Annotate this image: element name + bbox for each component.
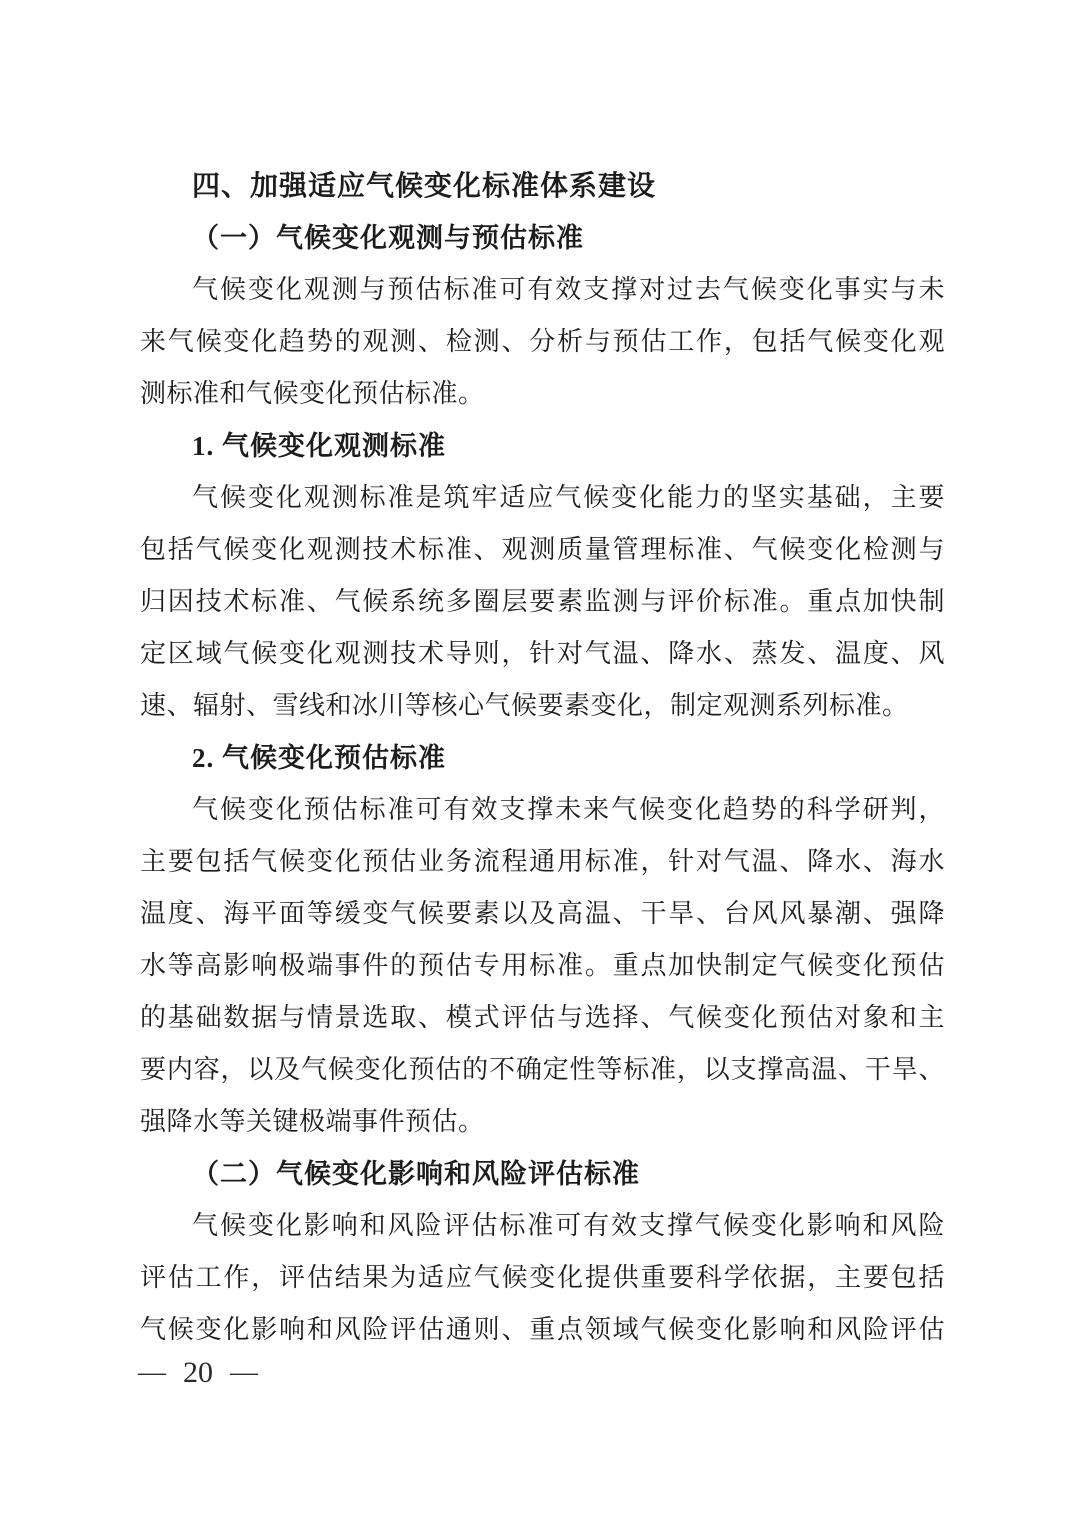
subsection2-heading: 2. 气候变化预估标准 [192, 743, 446, 773]
footer-right-dash: — [230, 1357, 258, 1388]
section1-heading: （一）气候变化观测与预估标准 [192, 223, 584, 253]
text-line: 气候变化影响和风险评估通则、重点领域气候变化影响和风险评估 [140, 1315, 945, 1344]
text-line: 主要包括气候变化预估业务流程通用标准，针对气温、降水、海水 [140, 847, 945, 876]
section2-heading: （二）气候变化影响和风险评估标准 [192, 1159, 640, 1189]
text-line: 要内容，以及气候变化预估的不确定性等标准，以支撑高温、干旱、 [140, 1055, 945, 1084]
text-line: 速、辐射、雪线和冰川等核心气候要素变化，制定观测系列标准。 [140, 691, 909, 720]
page-number: 20 [183, 1356, 213, 1389]
page-footer [138, 1349, 258, 1397]
text-line: 评估工作，评估结果为适应气候变化提供重要科学依据，主要包括 [140, 1263, 945, 1292]
subsection1-heading: 1. 气候变化观测标准 [192, 431, 446, 461]
text-line: 气候变化观测与预估标准可有效支撑对过去气候变化事实与未 [192, 275, 945, 304]
text-line: 温度、海平面等缓变气候要素以及高温、干旱、台风风暴潮、强降 [140, 899, 945, 928]
text-line: 测标准和气候变化预估标准。 [140, 379, 485, 408]
main-heading: 四、加强适应气候变化标准体系建设 [192, 170, 657, 201]
text-line: 的基础数据与情景选取、模式评估与选择、气候变化预估对象和主 [140, 1003, 945, 1032]
text-line: 强降水等关键极端事件预估。 [140, 1107, 485, 1136]
text-line: 归因技术标准、气候系统多圈层要素监测与评价标准。重点加快制 [140, 587, 945, 616]
text-line: 气候变化观测标准是筑牢适应气候变化能力的坚实基础，主要 [192, 483, 945, 512]
footer-left-dash: — [138, 1357, 166, 1388]
text-line: 气候变化预估标准可有效支撑未来气候变化趋势的科学研判， [192, 795, 945, 824]
document-content [140, 160, 945, 1356]
text-line: 包括气候变化观测技术标准、观测质量管理标准、气候变化检测与 [140, 535, 945, 564]
text-line: 水等高影响极端事件的预估专用标准。重点加快制定气候变化预估 [140, 951, 945, 980]
text-line: 气候变化影响和风险评估标准可有效支撑气候变化影响和风险 [192, 1211, 945, 1240]
text-line: 定区域气候变化观测技术导则，针对气温、降水、蒸发、温度、风 [140, 639, 945, 668]
text-line: 来气候变化趋势的观测、检测、分析与预估工作，包括气候变化观 [140, 327, 945, 356]
